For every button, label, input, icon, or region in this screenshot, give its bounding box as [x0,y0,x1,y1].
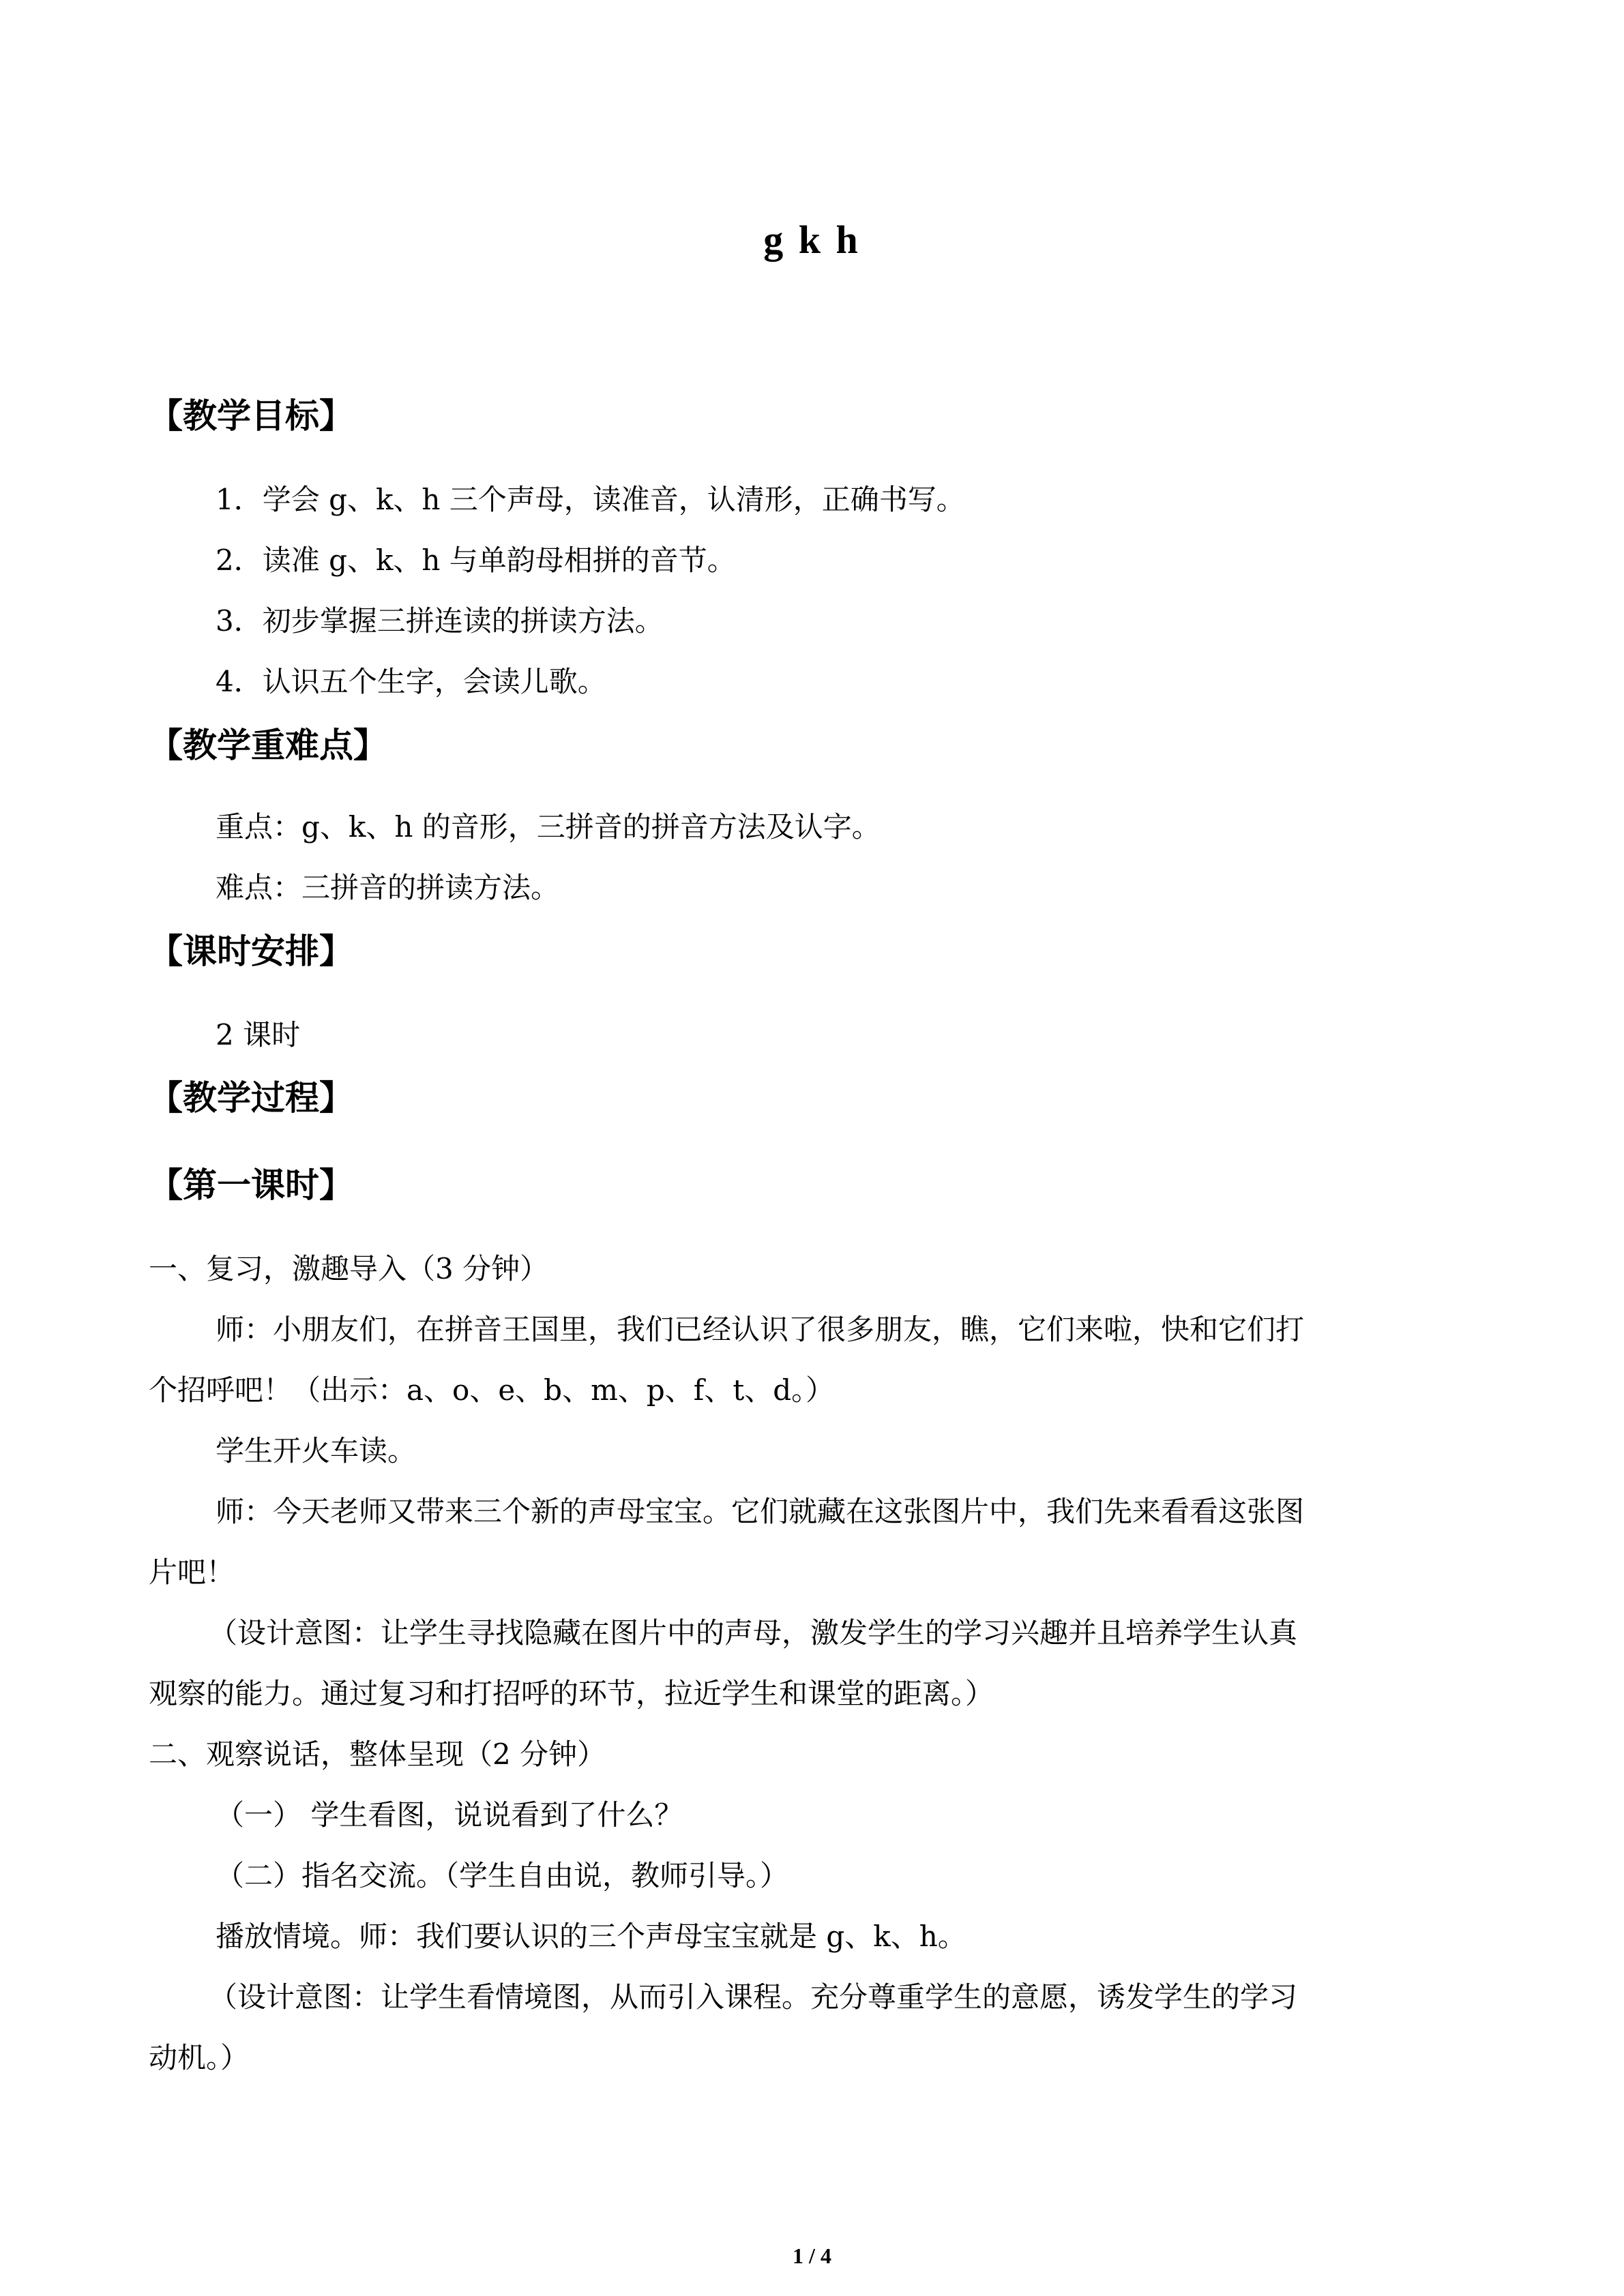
heading-schedule: 【课时安排】 [149,931,353,971]
objective-item: 2．读准 g、k、h 与单韵母相拼的音节。 [216,543,736,577]
paragraph: 师：小朋友们，在拼音王国里，我们已经认识了很多朋友，瞧，它们来啦，快和它们打 [216,1313,1305,1346]
paragraph: （二）指名交流。（学生自由说，教师引导。） [216,1859,789,1892]
design-intent-note: （设计意图：让学生看情境图，从而引入课程。充分尊重学生的意愿，诱发学生的学习 [209,1980,1298,2014]
heading-teaching-process: 【教学过程】 [149,1078,353,1118]
paragraph: 片吧！ [149,1555,235,1589]
paragraph: 师：今天老师又带来三个新的声母宝宝。它们就藏在这张图片中，我们先来看看这张图 [216,1495,1305,1528]
design-intent-note: 观察的能力。通过复习和打招呼的环节，拉近学生和课堂的距离。） [149,1677,994,1710]
paragraph: （一） 学生看图，说说看到了什么？ [216,1798,683,1832]
document-title: g k h [763,218,861,262]
objective-item: 3．初步掌握三拼连读的拼读方法。 [216,604,664,638]
heading-first-lesson: 【第一课时】 [149,1165,353,1205]
schedule-text: 2 课时 [216,1018,301,1052]
paragraph: 学生开火车读。 [216,1434,417,1467]
step-1-title: 一、复习，激趣导入（3 分钟） [149,1252,549,1285]
objective-item: 4．认识五个生字，会读儿歌。 [216,665,606,698]
design-intent-note: （设计意图：让学生寻找隐藏在图片中的声母，激发学生的学习兴趣并且培养学生认真 [209,1616,1298,1650]
heading-teaching-objectives: 【教学目标】 [149,396,353,436]
heading-key-points: 【教学重难点】 [149,726,387,765]
key-point-item: 重点：g、k、h 的音形，三拼音的拼音方法及认字。 [216,810,881,844]
key-point-item: 难点：三拼音的拼读方法。 [216,871,560,904]
paragraph: 播放情境。师：我们要认识的三个声母宝宝就是 g、k、h。 [216,1920,966,1953]
step-2-title: 二、观察说话，整体呈现（2 分钟） [149,1738,606,1771]
paragraph: 个招呼吧！（出示：a、o、e、b、m、p、f、t、d。） [149,1373,835,1407]
objective-item: 1．学会 g、k、h 三个声母，读准音，认清形，正确书写。 [216,483,965,516]
design-intent-note: 动机。） [149,2041,250,2074]
page-number: 1 / 4 [793,2243,831,2268]
